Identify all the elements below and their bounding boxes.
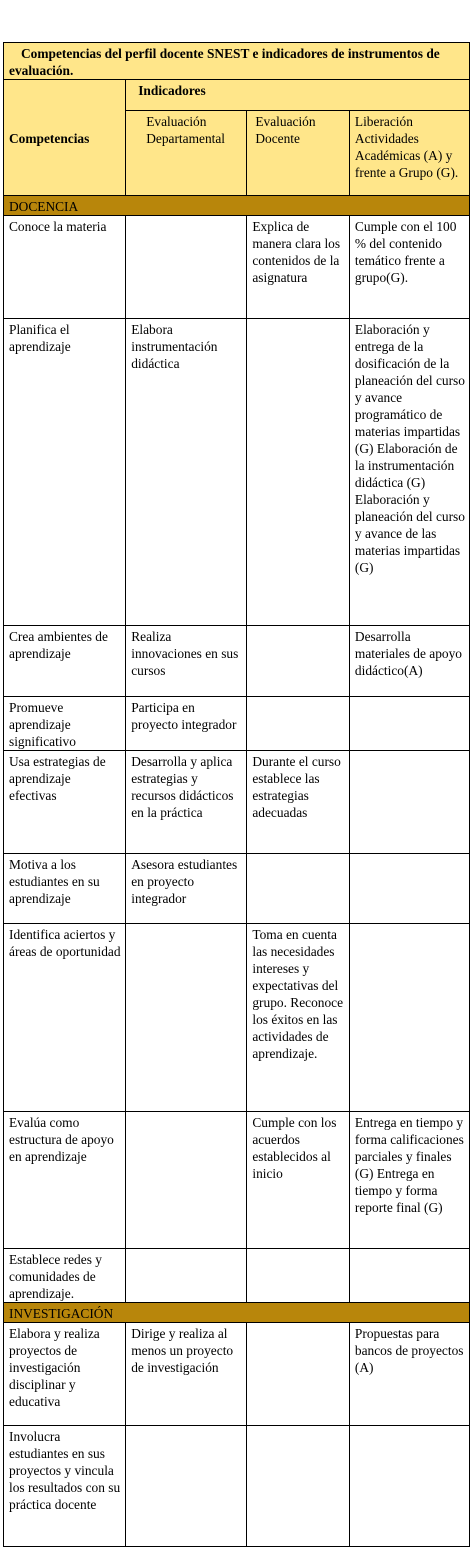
competencia-cell: Planifica el aprendizaje [4, 319, 126, 626]
liberacion-cell: Entrega en tiempo y forma calificaciones parciales y finales (G) Entrega en tiempo y forma reporte final (G) [349, 1112, 469, 1249]
departamental-cell: Realiza innovaciones en sus cursos [126, 626, 247, 697]
header-indicadores: Indicadores [126, 80, 470, 111]
departamental-cell [126, 1249, 247, 1303]
section-row-docencia [4, 196, 470, 216]
header-title-row [4, 43, 470, 80]
table-row [4, 697, 470, 751]
table-row [4, 626, 470, 697]
docente-cell [247, 854, 350, 924]
section-row-investigacion [4, 1303, 470, 1323]
table-row [4, 1426, 470, 1547]
liberacion-cell [349, 1426, 469, 1547]
competencia-cell: Usa estrategias de aprendizaje efectivas [4, 751, 126, 854]
competencia-cell: Motiva a los estudiantes en su aprendizaje [4, 854, 126, 924]
departamental-cell: Dirige y realiza al menos un proyecto de investigación [126, 1323, 247, 1426]
docente-cell [247, 1323, 350, 1426]
departamental-cell: Asesora estudiantes en proyecto integrador [126, 854, 247, 924]
docente-cell [247, 697, 350, 751]
table-title: Competencias del perfil docente SNEST e indicadores de instrumentos de evaluación. [4, 43, 470, 80]
table-row [4, 319, 470, 626]
competencia-cell: Crea ambientes de aprendizaje [4, 626, 126, 697]
liberacion-cell [349, 751, 469, 854]
header-competencias: Competencias [4, 80, 126, 196]
header-indicadores-row [4, 80, 470, 111]
table-row [4, 854, 470, 924]
docente-cell: Durante el curso establece las estrategias adecuadas [247, 751, 350, 854]
docente-cell [247, 1249, 350, 1303]
header-evaluacion-docente: Evaluación Docente [247, 111, 350, 196]
docente-cell: Explica de manera clara los contenidos de la asignatura [247, 216, 350, 319]
docente-cell: Toma en cuenta las necesidades intereses y expectativas del grupo. Reconoce los éxitos en las actividades de aprendizaje. [247, 924, 350, 1112]
docente-cell [247, 626, 350, 697]
liberacion-cell [349, 854, 469, 924]
section-label: DOCENCIA [4, 196, 470, 216]
departamental-cell: Desarrolla y aplica estrategias y recursos didácticos en la práctica [126, 751, 247, 854]
liberacion-cell: Elaboración y entrega de la dosificación de la planeación del curso y avance programático de materias impartidas (G) Elaboración de la instrumentación didáctica (G) Elaboración y planeación del curso y avance de las materias impartidas (G) [349, 319, 469, 626]
table-row [4, 216, 470, 319]
liberacion-cell: Propuestas para bancos de proyectos (A) [349, 1323, 469, 1426]
header-evaluacion-departamental: Evaluación Departamental [126, 111, 247, 196]
table-row [4, 751, 470, 854]
competencia-cell: Elabora y realiza proyectos de investigación disciplinar y educativa [4, 1323, 126, 1426]
competencias-table [3, 42, 470, 1547]
liberacion-cell [349, 697, 469, 751]
table-row [4, 924, 470, 1112]
competencia-cell: Evalúa como estructura de apoyo en aprendizaje [4, 1112, 126, 1249]
header-liberacion-actividades: Liberación Actividades Académicas (A) y frente a Grupo (G). [349, 111, 469, 196]
competencia-cell: Conoce la materia [4, 216, 126, 319]
section-label: INVESTIGACIÓN [4, 1303, 470, 1323]
docente-cell [247, 319, 350, 626]
table-row [4, 1323, 470, 1426]
departamental-cell [126, 924, 247, 1112]
liberacion-cell: Desarrolla materiales de apoyo didáctico(A) [349, 626, 469, 697]
liberacion-cell [349, 1249, 469, 1303]
docente-cell [247, 1426, 350, 1547]
competencia-cell: Involucra estudiantes en sus proyectos y vincula los resultados con su práctica docente [4, 1426, 126, 1547]
departamental-cell [126, 1112, 247, 1249]
departamental-cell [126, 1426, 247, 1547]
competencia-cell: Identifica aciertos y áreas de oportunidad [4, 924, 126, 1112]
departamental-cell [126, 216, 247, 319]
competencia-cell: Establece redes y comunidades de aprendizaje. [4, 1249, 126, 1303]
liberacion-cell: Cumple con el 100 % del contenido temático frente a grupo(G). [349, 216, 469, 319]
liberacion-cell [349, 924, 469, 1112]
docente-cell: Cumple con los acuerdos establecidos al inicio [247, 1112, 350, 1249]
table-row [4, 1112, 470, 1249]
departamental-cell: Elabora instrumentación didáctica [126, 319, 247, 626]
table-row [4, 1249, 470, 1303]
competencia-cell: Promueve aprendizaje significativo [4, 697, 126, 751]
departamental-cell: Participa en proyecto integrador [126, 697, 247, 751]
